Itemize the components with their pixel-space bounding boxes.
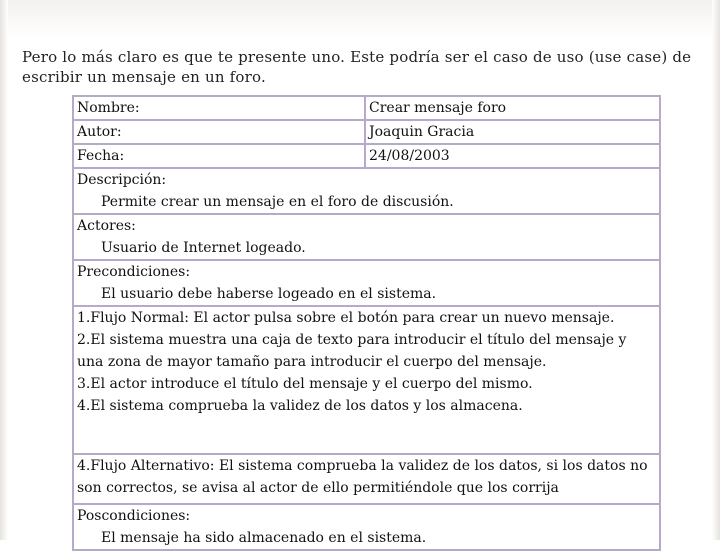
preconditions-row bbox=[73, 260, 660, 306]
normal-flow-step: 2.El sistema muestra una caja de texto para introducir el título del mensaje y una zona de mayor tamaño para introducir el cuerpo del mensaje. bbox=[77, 332, 627, 370]
author-label: Autor: bbox=[73, 120, 365, 144]
name-label: Nombre: bbox=[73, 96, 365, 120]
alternative-flow-cell: 4.Flujo Alternativo: El sistema comprueba la validez de los datos, si los datos no son correctos, se avisa al actor de ello permitiéndole que los corrija bbox=[73, 454, 660, 504]
slide-right-edge bbox=[712, 0, 720, 540]
slide-left-edge bbox=[0, 0, 8, 540]
description-value: Permite crear un mensaje en el foro de discusión. bbox=[101, 194, 454, 210]
actors-value: Usuario de Internet logeado. bbox=[101, 240, 306, 256]
actors-cell bbox=[73, 214, 660, 260]
preconditions-value: El usuario debe haberse logeado en el sistema. bbox=[101, 286, 437, 302]
alternative-flow-row bbox=[73, 454, 660, 504]
author-value: Joaquin Gracia bbox=[365, 120, 660, 144]
date-row bbox=[73, 144, 660, 168]
normal-flow-step: 1.Flujo Normal: El actor pulsa sobre el botón para crear un nuevo mensaje. bbox=[77, 310, 615, 326]
description-row bbox=[73, 168, 660, 214]
postconditions-cell bbox=[73, 504, 660, 550]
description-cell bbox=[73, 168, 660, 214]
intro-paragraph: Pero lo más claro es que te presente uno. Este podría ser el caso de uso (use case) de escribir un mensaje en un foro. bbox=[22, 48, 692, 86]
actors-row bbox=[73, 214, 660, 260]
date-label: Fecha: bbox=[73, 144, 365, 168]
actors-label: Actores: bbox=[77, 218, 136, 234]
date-value: 24/08/2003 bbox=[365, 144, 660, 168]
normal-flow-step: 3.El actor introduce el título del mensaje y el cuerpo del mismo. bbox=[77, 376, 533, 392]
postconditions-value: El mensaje ha sido almacenado en el sistema. bbox=[101, 530, 427, 546]
normal-flow-row bbox=[73, 306, 660, 454]
postconditions-row bbox=[73, 504, 660, 550]
normal-flow-cell bbox=[73, 306, 660, 454]
author-row bbox=[73, 120, 660, 144]
normal-flow-step: 4.El sistema comprueba la validez de los datos y los almacena. bbox=[77, 398, 523, 414]
name-row bbox=[73, 96, 660, 120]
use-case-table bbox=[72, 95, 661, 551]
preconditions-label: Precondiciones: bbox=[77, 264, 191, 280]
preconditions-cell bbox=[73, 260, 660, 306]
slide-header-band bbox=[0, 0, 720, 38]
description-label: Descripción: bbox=[77, 172, 167, 188]
name-value: Crear mensaje foro bbox=[365, 96, 660, 120]
postconditions-label: Poscondiciones: bbox=[77, 508, 191, 524]
